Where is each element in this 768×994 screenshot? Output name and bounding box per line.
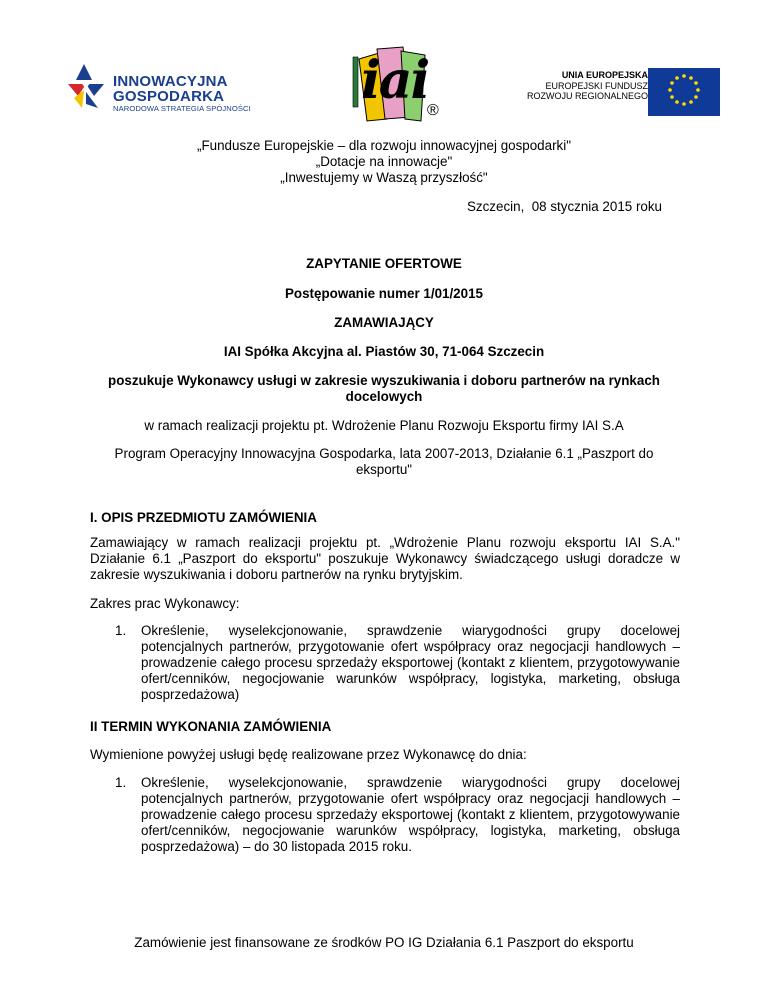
motto-line: „Inwestujemy w Waszą przyszłość" bbox=[280, 170, 488, 185]
list-item-number: 1. bbox=[115, 775, 127, 790]
mottos bbox=[0, 138, 768, 186]
list-item bbox=[115, 623, 680, 703]
section2-paragraph: Wymienione powyżej usługi będę realizowane przez Wykonawcę do dnia: bbox=[90, 747, 527, 762]
motto-line: „Dotacje na innowacje" bbox=[315, 154, 453, 169]
list-item-text: Określenie, wyselekcjonowanie, sprawdzenie wiarygodności grupy docelowej potencjalnych partnerów, przygotowanie ofert współpracy oraz negocjacji handlowych – prowadzenie całego procesu sprzedaży eksportowej (kontakt z klientem, przygotowywanie ofert/cenników, negocjowanie warunków współpracy, logistyka, marketing, obsługa posprzedażowa) – do 30 listopada 2015 roku. bbox=[141, 775, 680, 854]
footer-note: Zamówienie jest finansowane ze środków PO IG Działania 6.1 Paszport do eksportu bbox=[134, 935, 634, 950]
buyer-address: IAI Spółka Akcyjna al. Piastów 30, 71-064 Szczecin bbox=[223, 344, 545, 359]
page-title: ZAPYTANIE OFERTOWE bbox=[306, 256, 462, 271]
place-date: Szczecin, 08 stycznia 2015 roku bbox=[466, 199, 662, 214]
project-line: w ramach realizacji projektu pt. Wdrożenie Planu Rozwoju Eksportu firmy IAI S.A bbox=[144, 418, 624, 433]
scope-label: Zakres prac Wykonawcy: bbox=[90, 596, 240, 611]
ue-line3: ROZWOJU REGIONALNEGO bbox=[526, 91, 648, 101]
ue-line1: UNIA EUROPEJSKA bbox=[561, 70, 648, 80]
list-item bbox=[115, 775, 680, 855]
list-item-text: Określenie, wyselekcjonowanie, sprawdzenie wiarygodności grupy docelowej potencjalnych partnerów, przygotowanie ofert współpracy oraz negocjacji handlowych – prowadzenie całego procesu sprzedaży eksportowej (kontakt z klientem, przygotowywanie ofert/cenników, negocjowanie warunków współpracy, logistyka, marketing, obsługa posprzedażowa) bbox=[141, 623, 680, 702]
buyer-heading: ZAMAWIAJĄCY bbox=[334, 315, 434, 330]
iai-logo-text: iai bbox=[361, 50, 429, 111]
eu-flag-icon bbox=[648, 68, 720, 116]
program-line: Program Operacyjny Innowacyjna Gospodarka, lata 2007-2013, Działanie 6.1 „Paszport do eksportu" bbox=[114, 446, 654, 477]
section1-paragraph: Zamawiający w ramach realizacji projektu pt. „Wdrożenie Planu rozwoju eksportu IAI S.A." Działanie 6.1 „Paszport do eksportu" poszukuje Wykonawcy świadczącego usługi doradcze w zakresie wyszukiwania i doboru partnerów na rynku brytyjskim. bbox=[90, 535, 680, 582]
ue-line2: EUROPEJSKI FUNDUSZ bbox=[545, 80, 648, 91]
section2-heading: II TERMIN WYKONANIA ZAMÓWIENIA bbox=[90, 719, 332, 734]
ig-title-line2: GOSPODARKA bbox=[113, 88, 225, 105]
seeks-statement: poszukuje Wykonawcy usługi w zakresie wyszukiwania i doboru partnerów na rynkach docelowych bbox=[108, 373, 660, 404]
section1-heading: I. OPIS PRZEDMIOTU ZAMÓWIENIA bbox=[90, 510, 317, 525]
ig-subtitle: NARODOWA STRATEGIA SPÓJNOŚCI bbox=[113, 104, 251, 113]
iai-logo bbox=[347, 45, 447, 125]
registered-mark: ® bbox=[427, 102, 439, 119]
star-emblem-icon bbox=[64, 62, 108, 110]
innowacyjna-gospodarka-logo bbox=[64, 62, 251, 114]
ig-title-line1: INNOWACYJNA bbox=[113, 73, 228, 90]
procedure-number: Postępowanie numer 1/01/2015 bbox=[285, 286, 483, 301]
list-item-number: 1. bbox=[115, 623, 127, 638]
ue-logo bbox=[512, 56, 724, 122]
motto-line: „Fundusze Europejskie – dla rozwoju innowacyjnej gospodarki" bbox=[197, 138, 571, 153]
